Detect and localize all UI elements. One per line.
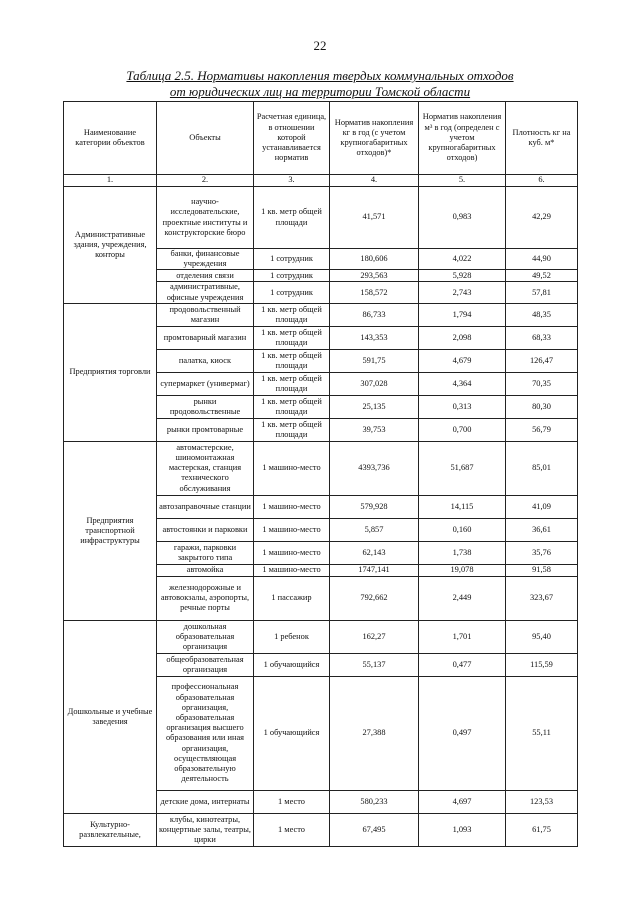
unit-cell: 1 пассажир	[254, 576, 330, 620]
table-row	[64, 813, 578, 846]
density-cell: 44,90	[506, 249, 578, 270]
norm-m3-cell: 1,701	[419, 620, 506, 653]
header-objects: Объекты	[157, 102, 254, 175]
norms-table	[63, 101, 578, 847]
density-cell: 56,79	[506, 418, 578, 441]
norm-kg-cell: 55,137	[330, 653, 419, 676]
density-cell: 91,58	[506, 564, 578, 576]
density-cell: 68,33	[506, 326, 578, 349]
unit-cell: 1 место	[254, 790, 330, 813]
unit-cell: 1 машино-место	[254, 564, 330, 576]
density-cell: 42,29	[506, 187, 578, 249]
unit-cell: 1 машино-место	[254, 495, 330, 518]
density-cell: 70,35	[506, 372, 578, 395]
norm-kg-cell: 162,27	[330, 620, 419, 653]
density-cell: 126,47	[506, 349, 578, 372]
header-norm-kg: Норматив накопления кг в год (с учетом крупногабаритных отходов)*	[330, 102, 419, 175]
object-cell: научно-исследовательские, проектные институты и конструкторские бюро	[157, 187, 254, 249]
object-cell: административные, офисные учреждения	[157, 282, 254, 303]
unit-cell: 1 кв. метр общей площади	[254, 395, 330, 418]
unit-cell: 1 сотрудник	[254, 282, 330, 303]
unit-cell: 1 ребенок	[254, 620, 330, 653]
norm-m3-cell: 0,160	[419, 518, 506, 541]
object-cell: клубы, кинотеатры, концертные залы, театры, цирки	[157, 813, 254, 846]
norm-m3-cell: 1,794	[419, 303, 506, 326]
category-cell: Культурно-развлекательные,	[64, 813, 157, 846]
density-cell: 49,52	[506, 270, 578, 282]
norm-m3-cell: 4,679	[419, 349, 506, 372]
object-cell: дошкольная образовательная организация	[157, 620, 254, 653]
column-number: 1.	[64, 175, 157, 187]
unit-cell: 1 кв. метр общей площади	[254, 418, 330, 441]
norm-m3-cell: 4,364	[419, 372, 506, 395]
density-cell: 55,11	[506, 676, 578, 790]
unit-cell: 1 машино-место	[254, 518, 330, 541]
unit-cell: 1 кв. метр общей площади	[254, 372, 330, 395]
object-cell: автозаправочные станции	[157, 495, 254, 518]
norm-m3-cell: 5,928	[419, 270, 506, 282]
table-title-line-2: от юридических лиц на территории Томской области	[169, 84, 471, 99]
header-norm-m3: Норматив накопления м³ в год (определен с учетом крупногабаритных отходов)	[419, 102, 506, 175]
category-cell: Предприятия торговли	[64, 303, 157, 441]
norm-m3-cell: 4,697	[419, 790, 506, 813]
norm-m3-cell: 14,115	[419, 495, 506, 518]
norm-kg-cell: 27,388	[330, 676, 419, 790]
unit-cell: 1 машино-место	[254, 541, 330, 564]
density-cell: 48,35	[506, 303, 578, 326]
norm-m3-cell: 0,497	[419, 676, 506, 790]
header-category: Наименование категории объектов	[64, 102, 157, 175]
page-number: 22	[313, 38, 327, 53]
density-cell: 57,81	[506, 282, 578, 303]
category-cell: Дошкольные и учебные заведения	[64, 620, 157, 813]
category-cell: Административные здания, учреждения, конторы	[64, 187, 157, 304]
norm-m3-cell: 1,093	[419, 813, 506, 846]
norm-m3-cell: 0,983	[419, 187, 506, 249]
norm-kg-cell: 580,233	[330, 790, 419, 813]
object-cell: детские дома, интернаты	[157, 790, 254, 813]
norm-kg-cell: 293,563	[330, 270, 419, 282]
norm-kg-cell: 25,135	[330, 395, 419, 418]
unit-cell: 1 обучающийся	[254, 676, 330, 790]
norm-m3-cell: 0,700	[419, 418, 506, 441]
norm-m3-cell: 2,743	[419, 282, 506, 303]
density-cell: 95,40	[506, 620, 578, 653]
unit-cell: 1 кв. метр общей площади	[254, 326, 330, 349]
unit-cell: 1 сотрудник	[254, 270, 330, 282]
norm-m3-cell: 0,313	[419, 395, 506, 418]
norm-kg-cell: 591,75	[330, 349, 419, 372]
object-cell: рынки промтоварные	[157, 418, 254, 441]
object-cell: профессиональная образовательная организация, образовательная организация высшего образования или иная организация, осуществляющая образовательную деятельность	[157, 676, 254, 790]
object-cell: супермаркет (универмаг)	[157, 372, 254, 395]
norm-kg-cell: 5,857	[330, 518, 419, 541]
object-cell: продовольственный магазин	[157, 303, 254, 326]
norm-m3-cell: 51,687	[419, 441, 506, 495]
unit-cell: 1 обучающийся	[254, 653, 330, 676]
density-cell: 323,67	[506, 576, 578, 620]
norm-m3-cell: 2,098	[419, 326, 506, 349]
table-title-line-1: Таблица 2.5. Нормативы накопления твердых коммунальных отходов	[126, 68, 514, 83]
norm-kg-cell: 62,143	[330, 541, 419, 564]
object-cell: рынки продовольственные	[157, 395, 254, 418]
density-cell: 115,59	[506, 653, 578, 676]
object-cell: автомойка	[157, 564, 254, 576]
unit-cell: 1 машино-место	[254, 441, 330, 495]
density-cell: 80,30	[506, 395, 578, 418]
object-cell: автомастерские, шиномонтажная мастерская, станция технического обслуживания	[157, 441, 254, 495]
norm-m3-cell: 1,738	[419, 541, 506, 564]
norm-m3-cell: 4,022	[419, 249, 506, 270]
density-cell: 41,09	[506, 495, 578, 518]
norm-kg-cell: 579,928	[330, 495, 419, 518]
norm-kg-cell: 307,028	[330, 372, 419, 395]
unit-cell: 1 место	[254, 813, 330, 846]
unit-cell: 1 кв. метр общей площади	[254, 187, 330, 249]
object-cell: промтоварный магазин	[157, 326, 254, 349]
norm-kg-cell: 143,353	[330, 326, 419, 349]
norm-kg-cell: 86,733	[330, 303, 419, 326]
table-row	[64, 441, 578, 495]
column-number: 2.	[157, 175, 254, 187]
object-cell: автостоянки и парковки	[157, 518, 254, 541]
table-row	[64, 303, 578, 326]
table-row	[64, 620, 578, 653]
norm-kg-cell: 4393,736	[330, 441, 419, 495]
norm-kg-cell: 1747,141	[330, 564, 419, 576]
object-cell: палатка, киоск	[157, 349, 254, 372]
norm-m3-cell: 19,078	[419, 564, 506, 576]
table-title	[60, 68, 580, 100]
norm-kg-cell: 67,495	[330, 813, 419, 846]
column-number: 6.	[506, 175, 578, 187]
unit-cell: 1 кв. метр общей площади	[254, 349, 330, 372]
header-density: Плотность кг на куб. м*	[506, 102, 578, 175]
table-row	[64, 187, 578, 249]
density-cell: 123,53	[506, 790, 578, 813]
density-cell: 85,01	[506, 441, 578, 495]
norm-kg-cell: 41,571	[330, 187, 419, 249]
density-cell: 35,76	[506, 541, 578, 564]
object-cell: общеобразовательная организация	[157, 653, 254, 676]
column-number: 4.	[330, 175, 419, 187]
object-cell: железнодорожные и автовокзалы, аэропорты, речные порты	[157, 576, 254, 620]
column-number-row	[64, 175, 578, 187]
header-row	[64, 102, 578, 175]
header-unit: Расчетная единица, в отношении которой устанавливается норматив	[254, 102, 330, 175]
density-cell: 61,75	[506, 813, 578, 846]
norm-kg-cell: 180,606	[330, 249, 419, 270]
norm-m3-cell: 0,477	[419, 653, 506, 676]
density-cell: 36,61	[506, 518, 578, 541]
column-number: 3.	[254, 175, 330, 187]
column-number: 5.	[419, 175, 506, 187]
object-cell: гаражи, парковки закрытого типа	[157, 541, 254, 564]
norm-kg-cell: 39,753	[330, 418, 419, 441]
norm-m3-cell: 2,449	[419, 576, 506, 620]
object-cell: отделения связи	[157, 270, 254, 282]
category-cell: Предприятия транспортной инфраструктуры	[64, 441, 157, 620]
norm-kg-cell: 792,662	[330, 576, 419, 620]
object-cell: банки, финансовые учреждения	[157, 249, 254, 270]
unit-cell: 1 сотрудник	[254, 249, 330, 270]
unit-cell: 1 кв. метр общей площади	[254, 303, 330, 326]
norm-kg-cell: 158,572	[330, 282, 419, 303]
